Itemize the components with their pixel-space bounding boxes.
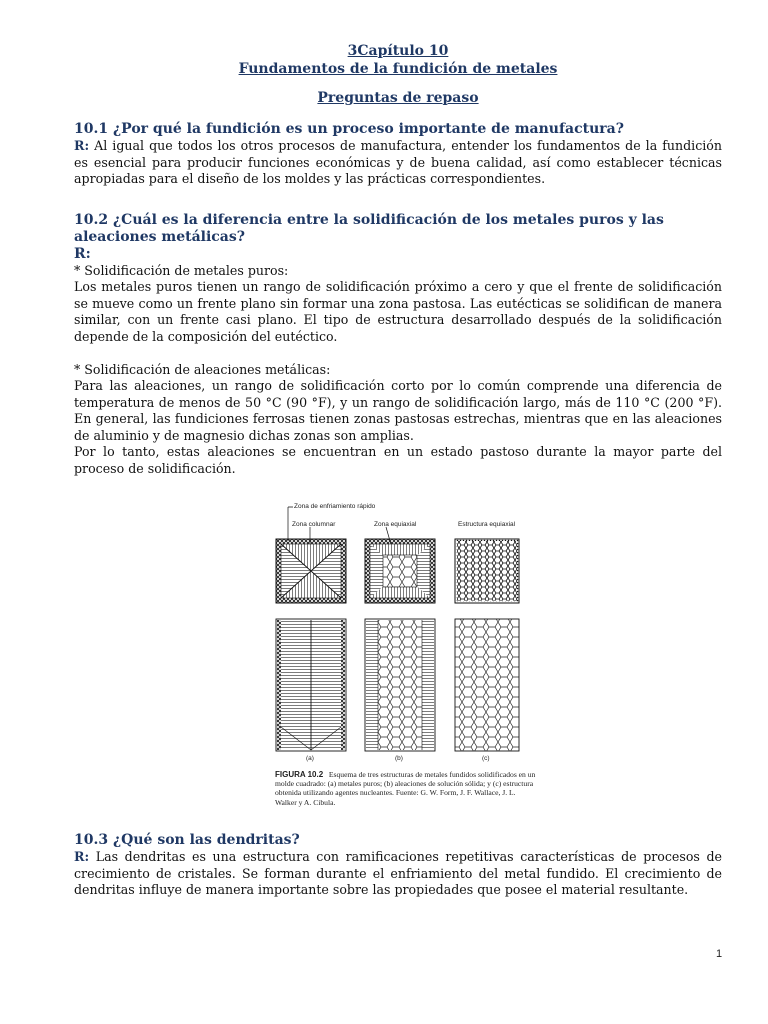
answer-10-1 <box>74 138 722 188</box>
figure-caption <box>275 770 537 807</box>
figure-illustration <box>270 497 538 765</box>
answer-label: R: <box>74 245 91 262</box>
letter-c: (c) <box>482 755 490 762</box>
chapter-title: Fundamentos de la fundición de metales <box>238 61 558 77</box>
panel-b-longitudinal <box>365 619 435 751</box>
panel-b-cross-section <box>365 539 435 603</box>
figure-10-2 <box>270 497 538 815</box>
bullet-alloys-conclusion: Por lo tanto, estas aleaciones se encuentran en un estado pastoso durante la mayor parte del proceso de solidificación. <box>74 444 722 476</box>
panel-c-cross-section <box>455 539 519 603</box>
chapter-heading: 3Capítulo 10 <box>347 43 449 59</box>
answer-10-3 <box>74 849 722 899</box>
question-10-1: 10.1 ¿Por qué la fundición es un proceso importante de manufactura? <box>74 121 624 137</box>
caption-text: Esquema de tres estructuras de metales fundidos solidificados en un molde cuadrado: (a) metales puros; (b) aleaciones de solución sólida; y (c) estructura obtenida utilizando agentes nucleantes. Fuente: G. W. Form, J. F. Wallace, J. L. Walker y A. Cibula. <box>275 770 536 807</box>
answer-10-3-text: Las dendritas es una estructura con ramificaciones repetitivas características de procesos de crecimiento de cristales. Se forman durante el enfriamiento del metal fundido. El crecimiento de dendritas influye de manera importante sobre las propiedades que posee el material resultante. <box>74 849 722 897</box>
bullet-alloys-title: * Solidificación de aleaciones metálicas: <box>74 361 331 377</box>
answer-label: R: <box>74 138 90 153</box>
section-heading: Preguntas de repaso <box>317 90 479 106</box>
label-chill-zone: Zona de enfriamiento rápido <box>294 503 376 510</box>
page-number: 1 <box>716 948 723 960</box>
label-equiaxial-structure: Estructura equiaxial <box>458 521 516 528</box>
panel-c-longitudinal <box>455 619 519 751</box>
question-10-3: 10.3 ¿Qué son las dendritas? <box>74 832 300 848</box>
panel-a-longitudinal <box>276 619 346 751</box>
bullet-pure-metals-title: * Solidificación de metales puros: <box>74 262 289 278</box>
question-10-2: 10.2 ¿Cuál es la diferencia entre la solidificación de los metales puros y las aleaciones metálicas? <box>74 211 664 245</box>
label-columnar-zone: Zona columnar <box>292 521 336 528</box>
letter-b: (b) <box>395 755 403 762</box>
answer-label: R: <box>74 849 90 864</box>
letter-a: (a) <box>306 755 314 762</box>
label-equiaxial-zone: Zona equiaxial <box>374 521 417 528</box>
caption-label: FIGURA 10.2 <box>275 770 324 779</box>
panel-a-cross-section <box>276 539 346 603</box>
answer-10-1-text: Al igual que todos los otros procesos de manufactura, entender los fundamentos de la fundición es esencial para producir funciones económicas y de buena calidad, así como establecer técnicas apropiadas para el diseño de los moldes y las prácticas correspondientes. <box>74 138 722 186</box>
bullet-alloys-text: Para las aleaciones, un rango de solidificación corto por lo común comprende una diferencia de temperatura de menos de 50 °C (90 °F), y un rango de solidificación largo, más de 110 °C (200 °F). En general, las fundiciones ferrosas tienen zonas pastosas estrechas, mientras que en las aleaciones de aluminio y de magnesio dichas zonas son amplias. <box>74 378 722 443</box>
bullet-pure-metals-text: Los metales puros tienen un rango de solidificación próximo a cero y que el frente de solidificación se mueve como un frente plano sin formar una zona pastosa. Las eutécticas se solidifican de manera similar, con un frente casi plano. El tipo de estructura desarrollado después de la solidificación depende de la composición del eutéctico. <box>74 279 722 344</box>
